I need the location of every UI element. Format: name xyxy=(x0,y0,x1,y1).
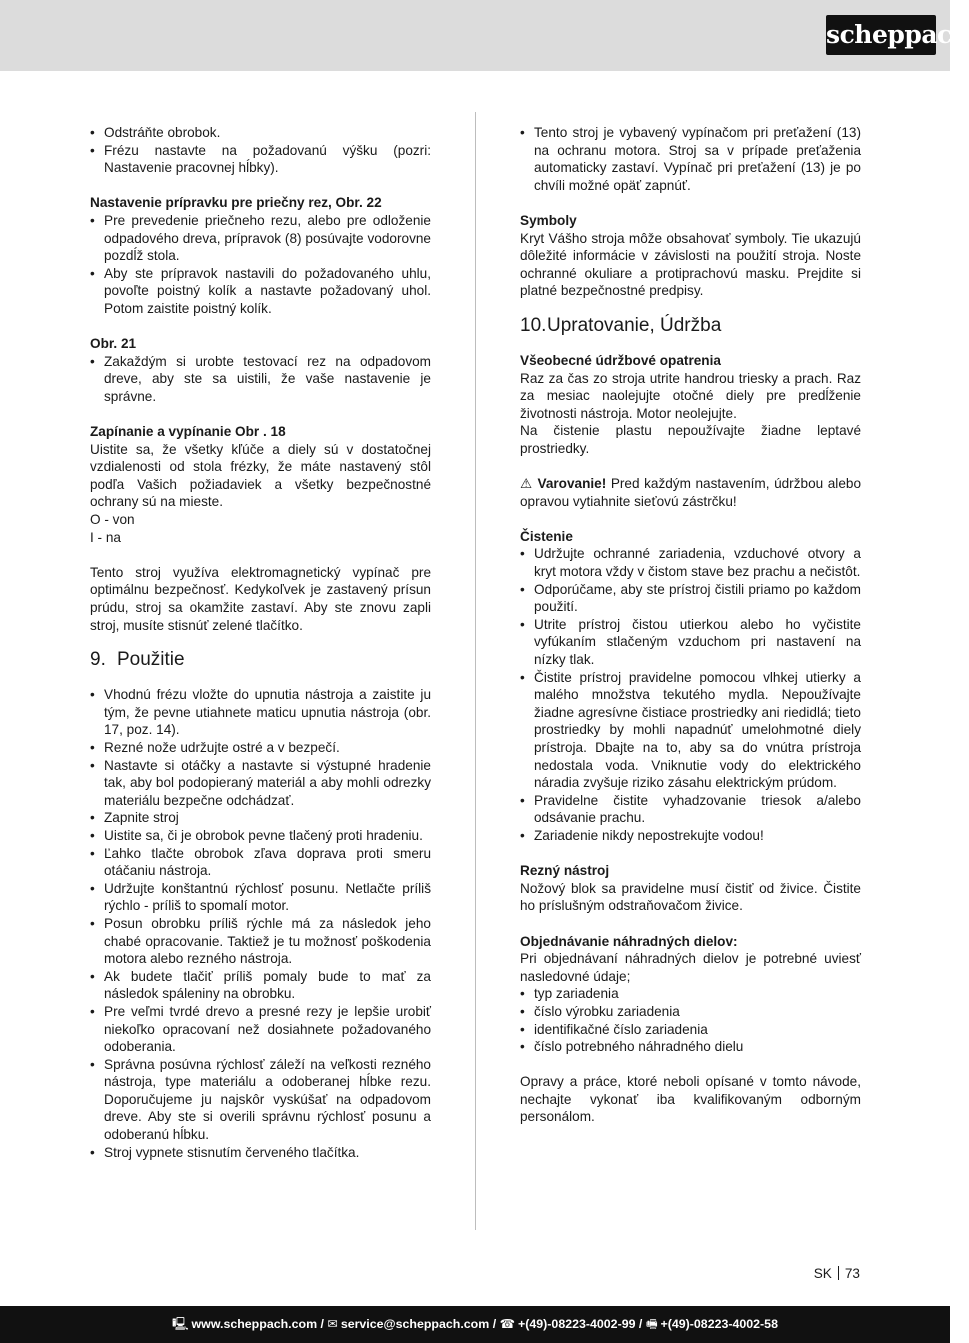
paragraph: I - na xyxy=(90,529,121,545)
paragraph: O - von xyxy=(90,512,135,528)
footer-website[interactable]: www.scheppach.com xyxy=(191,1317,318,1331)
heading-cross-cut: Nastavenie prípravku pre priečny rez, Obr. 22 xyxy=(90,195,382,211)
section-title-text: Upratovanie, Údržba xyxy=(547,314,722,336)
list-item: • Posun obrobku príliš rýchle má za následok jeho chabé opracovanie. Taktiež je tu možnosť poškodenia motora alebo rezného nástroja. xyxy=(90,915,431,968)
heading-fig-21: Obr. 21 xyxy=(90,336,137,352)
paragraph: Opravy a práce, ktoré neboli opísané v tomto návode, nechajte vykonať iba kvalifikovaným odborným personálom. xyxy=(520,1074,861,1125)
list-item: • Utrite prístroj čistou utierkou alebo ho vyčistite vyfúkaním stlačeným vzduchom pri nastavení na nízky tlak. xyxy=(520,616,861,669)
list-item: • identifikačné číslo zariadenia xyxy=(520,1021,861,1039)
list-item: • Frézu nastavte na požadovanú výšku (pozri: Nastavenie pracovnej hĺbky). xyxy=(90,142,431,177)
bullet-list xyxy=(90,686,431,1161)
heading-cutting-tool: Rezný nástroj xyxy=(520,863,610,879)
list-item: • Pravidelne čistite vyhadzovanie triesok a/alebo odsávanie prachu. xyxy=(520,792,861,827)
list-item: • Pre prevedenie priečneho rezu, alebo pre odloženie odpadového dreva, prípravok (8) posúvajte vodorovne pozdĺž stola. xyxy=(90,212,431,265)
page-number xyxy=(814,1266,860,1281)
paragraph: Uistite sa, že všetky kľúče a diely sú v dostatočnej vzdialenosti od stola frézky, že máte nastavený stôl podľa Vašich požiadaviek a všetky bezpečnostné ochrany sú na mieste. xyxy=(90,441,431,510)
heading-cleaning: Čistenie xyxy=(520,528,573,544)
heading-general-maintenance: Všeobecné údržbové opatrenia xyxy=(520,352,721,368)
footer-separator: / xyxy=(317,1317,328,1331)
paragraph: Nožový blok sa pravidelne musí čistiť od živice. Čistite ho príslušným odstraňovačom živice. xyxy=(520,880,861,914)
list-item: • Ak budete tlačiť príliš pomaly bude to mať za následok spáleniny na obrobku. xyxy=(90,968,431,1003)
section-title-10 xyxy=(520,314,861,338)
list-item: • Čistite prístroj pravidelne pomocou vlhkej utierky a malého množstva tekutého mydla. Nepoužívajte žiadne agresívne čistiace prostriedky ani riedidlá; tieto prostriedky by mohli napadnúť umelohmotné diely prístroja. Dbajte na to, aby sa do vnútra prístroja nedostala voda. Vniknutie vody do elektrického náradia zvyšuje riziko zásahu elektrickým prúdom. xyxy=(520,669,861,792)
paragraph: Kryt Vášho stroja môže obsahovať symboly. Tie ukazujú dôležité informácie v závislosti na použití stroja. Noste ochranné okuliare a protiprachovú masku. Prejdite si platné bezpečnostné predpisy. xyxy=(520,230,861,299)
computer-icon: 🖳 xyxy=(172,1317,189,1331)
list-item: • Odstráňte obrobok. xyxy=(90,124,431,142)
footer-email[interactable]: service@scheppach.com xyxy=(340,1317,490,1331)
section-title-text: Použitie xyxy=(117,649,185,671)
paragraph: Na čistenie plastu nepoužívajte žiadne leptavé prostriedky. xyxy=(520,423,861,456)
section-number: 10. xyxy=(520,314,547,336)
heading-switch: Zapínanie a vypínanie Obr . 18 xyxy=(90,424,286,440)
scheppach-logo: scheppach xyxy=(826,15,936,55)
footer-phone: +(49)-08223-4002-99 xyxy=(518,1317,636,1331)
warning-paragraph xyxy=(520,475,861,510)
footer-bar xyxy=(0,1306,950,1343)
heading-symbols: Symboly xyxy=(520,212,577,228)
footer-separator: / xyxy=(635,1317,646,1331)
footer-fax: +(49)-08223-4002-58 xyxy=(660,1317,778,1331)
list-item: • Nastavte si otáčky a nastavte si výstupné hradenie tak, aby bol podopieraný materiál a aby mohli odrezky materiálu bezpečne odchádzať. xyxy=(90,757,431,810)
fax-icon: 🖷 xyxy=(645,1317,658,1331)
mail-icon: ✉ xyxy=(327,1317,338,1331)
heading-spare-parts: Objednávanie náhradných dielov: xyxy=(520,933,738,949)
left-column xyxy=(90,124,431,1161)
right-column xyxy=(520,124,861,1126)
phone-icon: ☎ xyxy=(499,1317,516,1331)
list-item: • typ zariadenia xyxy=(520,985,861,1003)
list-item: • Stroj vypnete stisnutím červeného tlačítka. xyxy=(90,1144,431,1162)
list-item: • Rezné nože udržujte ostré a v bezpečí. xyxy=(90,739,431,757)
bullet-list xyxy=(90,353,431,406)
list-item: • Aby ste prípravok nastavili do požadovaného uhlu, povoľte poistný kolík a nastavte požadovaný uhol. Potom zaistite poistný kolík. xyxy=(90,265,431,318)
list-item: • Zapnite stroj xyxy=(90,809,431,827)
bullet-list xyxy=(90,212,431,318)
header-bar xyxy=(0,0,969,71)
paragraph: Pri objednávaní náhradných dielov je potrebné uviesť nasledovné údaje; xyxy=(520,951,861,984)
page-number-value: 73 xyxy=(844,1266,860,1281)
bullet-list xyxy=(90,124,431,177)
list-item: • číslo výrobku zariadenia xyxy=(520,1003,861,1021)
section-number: 9. xyxy=(90,649,106,671)
warning-icon: ⚠ xyxy=(520,476,533,492)
list-item: • Ľahko tlačte obrobok zľava doprava proti smeru otáčaniu nástroja. xyxy=(90,845,431,880)
warning-label: Varovanie! xyxy=(537,476,607,492)
bullet-list xyxy=(520,985,861,1055)
list-item: • Udržujte ochranné zariadenia, vzduchové otvory a kryt motora vždy v čistom stave bez prachu a nečistôt. xyxy=(520,545,861,580)
footer-separator: / xyxy=(489,1317,500,1331)
list-item: • Tento stroj je vybavený vypínačom pri preťažení (13) na ochranu motora. Stroj sa v prípade preťaženia automaticky zastaví. Vypínač pri preťažení (13) je po chvíli možné opäť zapnúť. xyxy=(520,124,861,194)
paragraph: Tento stroj využíva elektromagnetický vypínač pre optimálnu bezpečnosť. Kedykoľvek je zastavený prísun prúdu, stroj sa okamžite zastaví. Aby ste znovu zapli stroj, musíte stisnúť zelené tlačítko. xyxy=(90,564,431,633)
list-item: • Uistite sa, či je obrobok pevne tlačený proti hradeniu. xyxy=(90,827,431,845)
paragraph: Raz za čas zo stroja utrite handrou triesky a prach. Raz za mesiac naolejujte otočné diely pre predĺženie životnosti nástroja. Motor neolejujte. xyxy=(520,370,861,421)
list-item: • Pre veľmi tvrdé drevo a presné rezy je lepšie urobiť niekoľko opracovaní než dosiahnete požadovaného odoberania. xyxy=(90,1003,431,1056)
list-item: • Zakaždým si urobte testovací rez na odpadovom dreve, aby ste sa uistili, že vaše nastavenie je správne. xyxy=(90,353,431,406)
list-item: • Vhodnú frézu vložte do upnutia nástroja a zaistite ju tým, že pevne utiahnete maticu upnutia nástroja (obr. 17, poz. 14). xyxy=(90,686,431,739)
bullet-list xyxy=(520,545,861,844)
warning-text: Pred každým nastavením, údržbou alebo opravou vytiahnite sieťovú zástrčku! xyxy=(520,476,861,509)
list-item: • Zariadenie nikdy nepostrekujte vodou! xyxy=(520,827,861,845)
column-divider xyxy=(475,112,476,1230)
list-item: • Správna posúvna rýchlosť záleží na veľkosti rezného nástroja, type materiálu a odoberanej hĺbke rezu. Doporučujeme ju najskôr vyskúšať na odpadovom dreve. Aby ste si overili správnu rýchlosť posunu a odoberanú hĺbku. xyxy=(90,1056,431,1144)
page-number-separator xyxy=(838,1266,839,1280)
section-title-9 xyxy=(90,648,431,672)
list-item: • Odporúčame, aby ste prístroj čistili priamo po každom použití. xyxy=(520,581,861,616)
page-lang: SK xyxy=(813,1266,832,1281)
list-item: • číslo potrebného náhradného dielu xyxy=(520,1038,861,1056)
bullet-list xyxy=(520,124,861,194)
list-item: • Udržujte konštantnú rýchlosť posunu. Netlačte príliš rýchlo - príliš to spomalí motor. xyxy=(90,880,431,915)
